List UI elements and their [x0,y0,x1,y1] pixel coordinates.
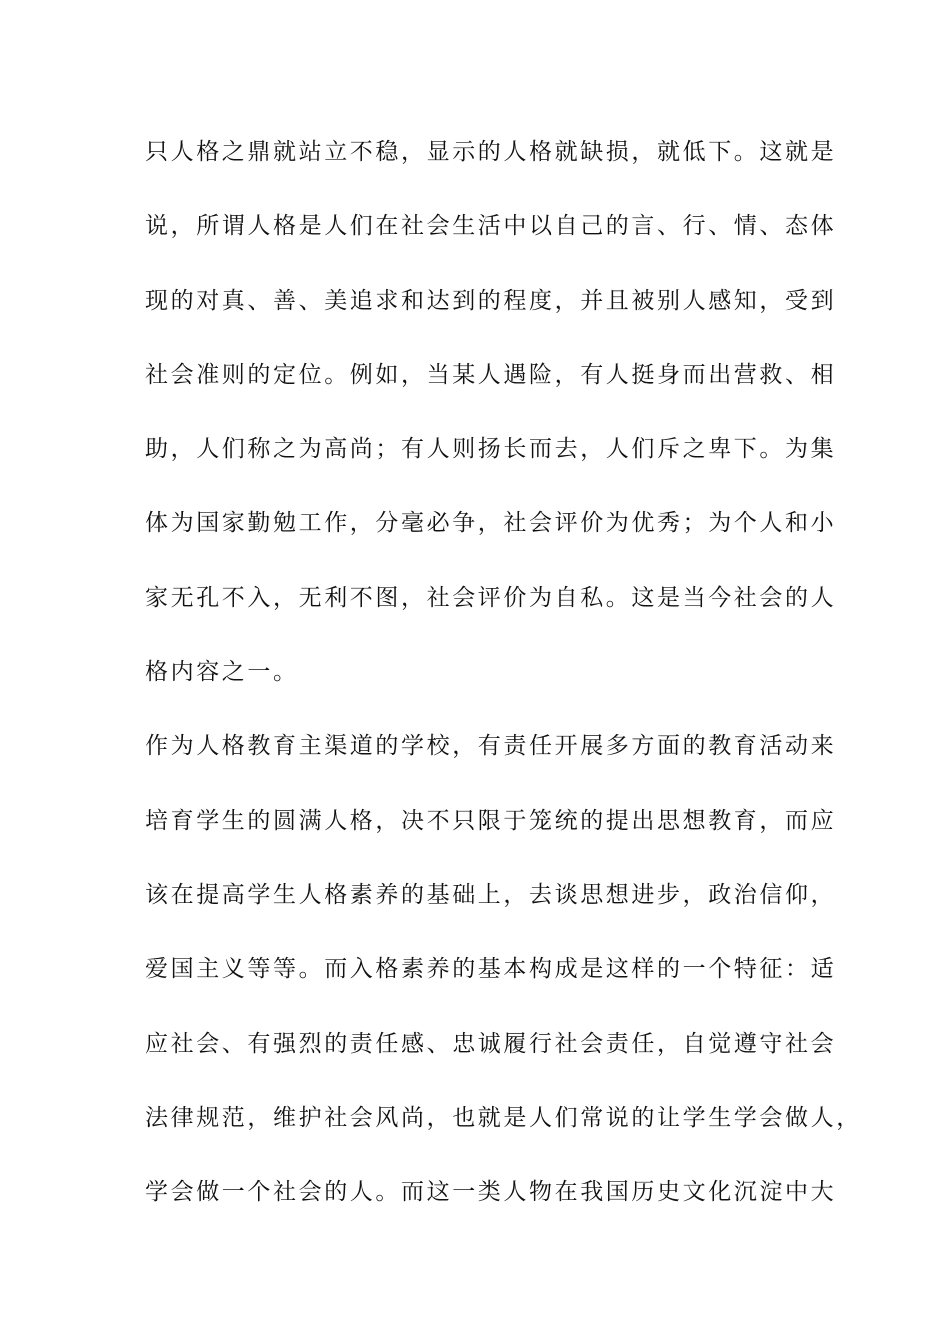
text-line: 作为人格教育主渠道的学校，有责任开展多方面的教育活动来 [145,733,837,760]
text-line: 只人格之鼎就站立不稳，显示的人格就缺损，就低下。这就是 [145,139,837,165]
text-line: 现的对真、善、美追求和达到的程度，并且被别人感知，受到 [145,287,837,314]
body-text [145,134,862,1211]
text-line: 该在提高学生人格素养的基础上，去谈思想进步，政治信仰， [145,881,837,908]
text-line: 家无孔不入，无利不图，社会评价为自私。这是当今社会的人 [145,584,837,611]
text-line: 助，人们称之为高尚；有人则扬长而去，人们斥之卑下。为集 [145,436,837,463]
text-line: 法律规范，维护社会风尚，也就是人们常说的让学生学会做人， [145,1104,862,1131]
text-line: 社会准则的定位。例如，当某人遇险，有人挺身而出营救、相 [145,361,837,388]
text-line: 爱国主义等等。而入格素养的基本构成是这样的一个特征：适 [145,956,837,983]
text-line: 学会做一个社会的人。而这一类人物在我国历史文化沉淀中大 [145,1179,837,1206]
text-line: 说，所谓人格是人们在社会生活中以自己的言、行、情、态体 [145,213,837,240]
text-line: 格内容之一。 [145,659,299,686]
text-line: 体为国家勤勉工作，分毫必争，社会评价为优秀；为个人和小 [145,510,837,537]
text-line: 培育学生的圆满人格，决不只限于笼统的提出思想教育，而应 [145,807,837,834]
text-line: 应社会、有强烈的责任感、忠诚履行社会责任，自觉遵守社会 [145,1030,837,1057]
